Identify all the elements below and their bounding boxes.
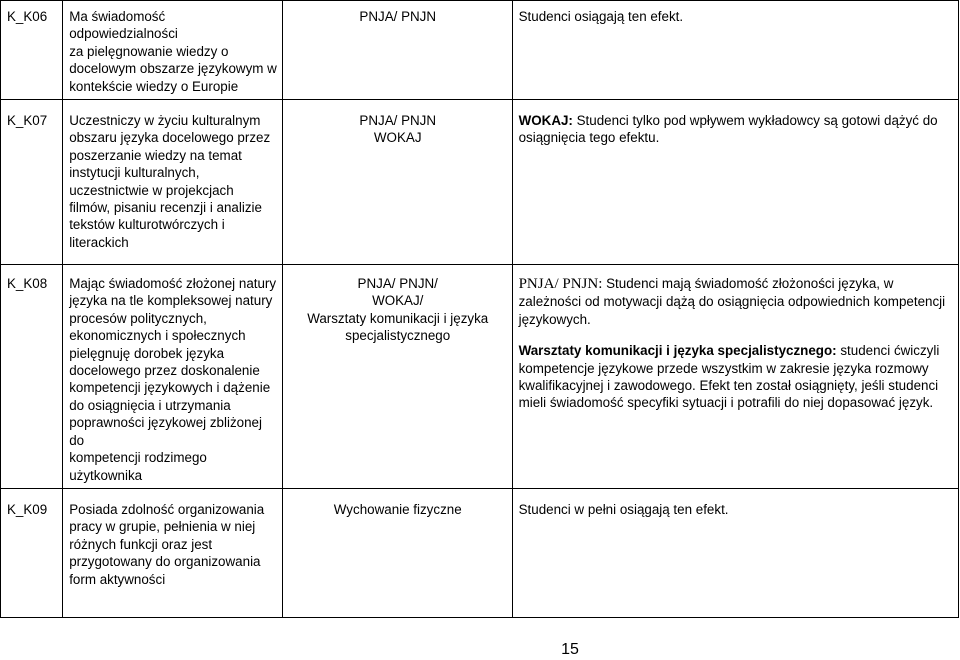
description-line: kompetencji językowych i dążenie: [69, 380, 271, 396]
outcome-code: K_K09: [1, 488, 63, 617]
course-line: Wychowanie fizyczne: [333, 501, 462, 517]
outcome-code: K_K08: [1, 265, 63, 489]
description-line: pielęgnuję dorobek języka: [69, 345, 225, 361]
description-line: filmów, pisaniu recenzji i analizie: [69, 200, 262, 216]
course-line: specjalistycznego: [345, 328, 451, 344]
evaluation-body: Studenci mają świadomość złożoności języka, w zależności od motywacji dążą do osiągnięcia odpowiednich kompetencji językowych.: [518, 276, 946, 327]
evaluation-course-label: WOKAJ:: [518, 113, 573, 129]
evaluation-course-label: PNJA/ PNJN:: [518, 276, 603, 293]
outcome-description: [63, 1, 283, 100]
description-line: kompetencji rodzimego: [69, 450, 207, 466]
description-line: poprawności językowej zbliżonej do: [69, 415, 262, 448]
course-line: PNJA/ PNJN: [359, 113, 437, 129]
description-line: za pielęgnowanie wiedzy o: [69, 43, 229, 59]
description-line: docelowym obszarze językowym w: [69, 61, 277, 77]
description-line: Mając świadomość złożonej natury: [69, 276, 277, 292]
description-line: do osiągnięcia i utrzymania: [69, 397, 231, 413]
outcome-code: K_K06: [1, 1, 63, 100]
evaluation-paragraph: [519, 342, 953, 412]
description-line: Ma świadomość odpowiedzialności: [69, 9, 178, 42]
description-line: poszerzanie wiedzy na temat: [69, 147, 242, 163]
course-names: [282, 488, 512, 617]
description-line: instytucji kulturalnych,: [69, 165, 200, 181]
course-names: [282, 265, 512, 489]
outcome-description: [63, 100, 283, 265]
description-line: uczestnictwie w projekcjach: [69, 182, 234, 198]
evaluation-paragraph: [519, 275, 953, 328]
description-line: kontekście wiedzy o Europie: [69, 78, 239, 94]
course-line: PNJA/ PNJN/: [357, 276, 438, 292]
course-names: [282, 1, 512, 100]
table-row: [1, 1, 959, 100]
course-line: WOKAJ: [373, 130, 422, 146]
course-line: PNJA/ PNJN: [359, 9, 437, 24]
description-line: literackich: [69, 234, 129, 250]
table-row: [1, 488, 959, 617]
evaluation-text: [512, 100, 958, 265]
description-line: przygotowany do organizowania: [69, 554, 261, 570]
description-line: pracy w grupie, pełnienia w niej: [69, 519, 256, 535]
outcome-description: [63, 488, 283, 617]
course-line: Warsztaty komunikacji i języka: [307, 310, 489, 326]
table-row: [1, 265, 959, 489]
description-line: obszaru języka docelowego przez: [69, 130, 271, 146]
evaluation-course-label: Warsztaty komunikacji i języka specjalistycznego:: [518, 343, 837, 359]
outcome-code: K_K07: [1, 100, 63, 265]
course-names: [282, 100, 512, 265]
description-line: języka na tle kompleksowej natury: [69, 293, 273, 309]
evaluation-body: Studenci tylko pod wpływem wykładowcy są gotowi dążyć do osiągnięcia tego efektu.: [518, 113, 938, 146]
evaluation-text: [512, 265, 958, 489]
page-number: 15: [561, 641, 579, 658]
description-line: użytkownika: [69, 467, 143, 483]
evaluation-body: studenci ćwiczyli kompetencje językowe przede wszystkim w zakresie języka rozmowy kwalifikacyjnej i zawodowego. Efekt ten został osiągnięty, jeśli studenci mieli świadomość specyfiki sytuacji i potrafili do niej dopasować język.: [518, 343, 940, 411]
evaluation-text: Studenci w pełni osiągają ten efekt.: [512, 488, 958, 617]
outcome-description: [63, 265, 283, 489]
description-line: docelowego przez doskonalenie: [69, 363, 260, 379]
description-line: procesów politycznych,: [69, 310, 207, 326]
description-line: Uczestniczy w życiu kulturalnym: [69, 113, 261, 129]
description-line: różnych funkcji oraz jest: [69, 536, 213, 552]
evaluation-text: Studenci osiągają ten efekt.: [512, 1, 958, 100]
description-line: tekstów kulturotwórczych i: [69, 217, 225, 233]
description-line: ekonomicznych i społecznych: [69, 328, 246, 344]
table-row: [1, 100, 959, 265]
description-line: Posiada zdolność organizowania: [69, 501, 265, 517]
course-line: WOKAJ/: [372, 293, 424, 309]
description-line: form aktywności: [69, 571, 166, 587]
